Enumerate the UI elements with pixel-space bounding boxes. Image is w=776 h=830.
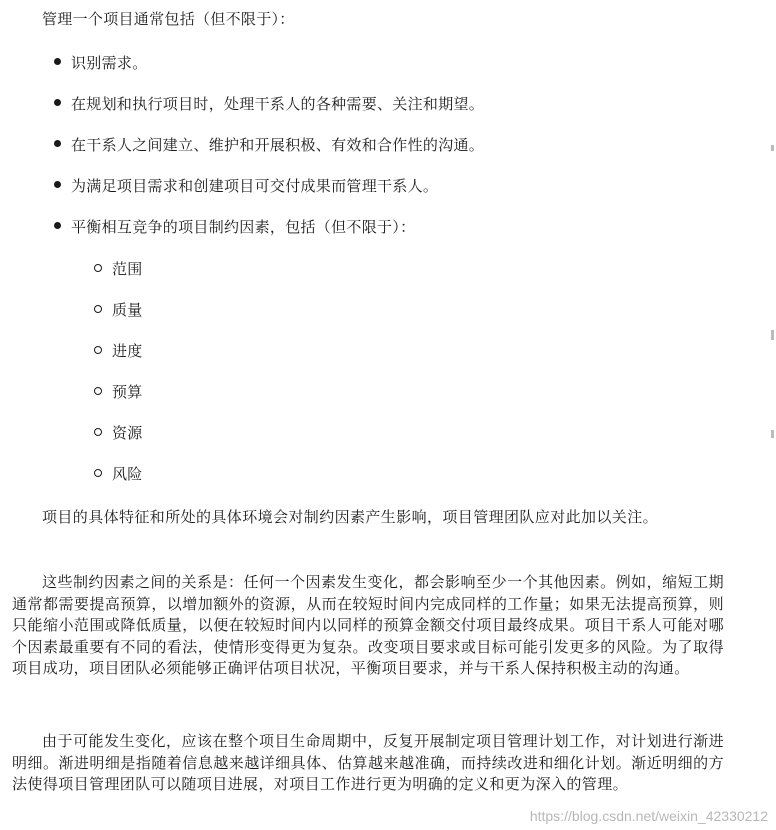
sub-bullet-circle-icon	[94, 469, 102, 477]
sub-bullet-item	[94, 463, 143, 485]
sub-bullet-text: 预算	[112, 383, 143, 401]
bullet-dot-icon	[54, 181, 61, 188]
sub-bullet-item	[94, 258, 143, 280]
sub-bullet-text: 范围	[112, 260, 143, 278]
sub-bullet-item	[94, 422, 143, 444]
bullet-dot-icon	[54, 58, 61, 65]
bullet-text: 平衡相互竞争的项目制约因素，包括（但不限于）：	[71, 218, 416, 236]
bullet-item	[54, 134, 484, 156]
paragraph-progressive-elaboration: 由于可能发生变化，应该在整个项目生命周期中，反复开展制定项目管理计划工作，对计划进行渐进明细。渐进明细是指随着信息越来越详细具体、估算越来越准确，而持续改进和细化计划。渐近明细的方法使得项目管理团队可以随项目进展，对项目工作进行更为明确的定义和更为深入的管理。	[12, 732, 724, 793]
sub-bullet-text: 进度	[112, 342, 143, 360]
sub-bullet-circle-icon	[94, 305, 102, 313]
bullet-text: 在干系人之间建立、维护和开展积极、有效和合作性的沟通。	[71, 136, 485, 154]
paragraph-constraints-relationship: 这些制约因素之间的关系是：任何一个因素发生变化，都会影响至少一个其他因素。例如，缩短工期通常都需要提高预算，以增加额外的资源，从而在较短时间内完成同样的工作量；如果无法提高预算，则只能缩小范围或降低质量，以便在较短时间内以同样的预算金额交付项目最终成果。项目干系人可能对哪个因素最重要有不同的看法，使情形变得更为复杂。改变项目要求或目标可能引发更多的风险。为了取得项目成功，项目团队必须能够正确评估项目状况，平衡项目要求，并与干系人保持积极主动的沟通。	[12, 573, 724, 677]
sub-bullet-circle-icon	[94, 387, 102, 395]
bullet-dot-icon	[54, 99, 61, 106]
scan-edge-mark	[771, 145, 774, 151]
sub-bullet-item	[94, 381, 143, 403]
scan-edge-mark	[771, 430, 774, 438]
bullet-text: 为满足项目需求和创建项目可交付成果而管理干系人。	[71, 177, 439, 195]
bullet-item	[54, 216, 415, 238]
bullet-dot-icon	[54, 140, 61, 147]
sub-bullet-item	[94, 299, 143, 321]
bullet-text: 识别需求。	[71, 54, 148, 72]
paragraph-constraints-impact: 项目的具体特征和所处的具体环境会对制约因素产生影响，项目管理团队应对此加以关注。	[42, 508, 659, 526]
sub-bullet-text: 资源	[112, 424, 143, 442]
sub-bullet-text: 质量	[112, 301, 143, 319]
sub-bullet-item	[94, 340, 143, 362]
bullet-dot-icon	[54, 222, 61, 229]
intro-text: 管理一个项目通常包括（但不限于）：	[42, 10, 295, 28]
watermark: https://blog.csdn.net/weixin_42330212	[529, 808, 768, 824]
scan-edge-mark	[771, 330, 774, 340]
bullet-text: 在规划和执行项目时，处理干系人的各种需要、关注和期望。	[71, 95, 485, 113]
bullet-item	[54, 93, 484, 115]
bullet-item	[54, 52, 148, 74]
bullet-item	[54, 175, 438, 197]
sub-bullet-circle-icon	[94, 428, 102, 436]
sub-bullet-circle-icon	[94, 264, 102, 272]
sub-bullet-text: 风险	[112, 465, 143, 483]
sub-bullet-circle-icon	[94, 346, 102, 354]
